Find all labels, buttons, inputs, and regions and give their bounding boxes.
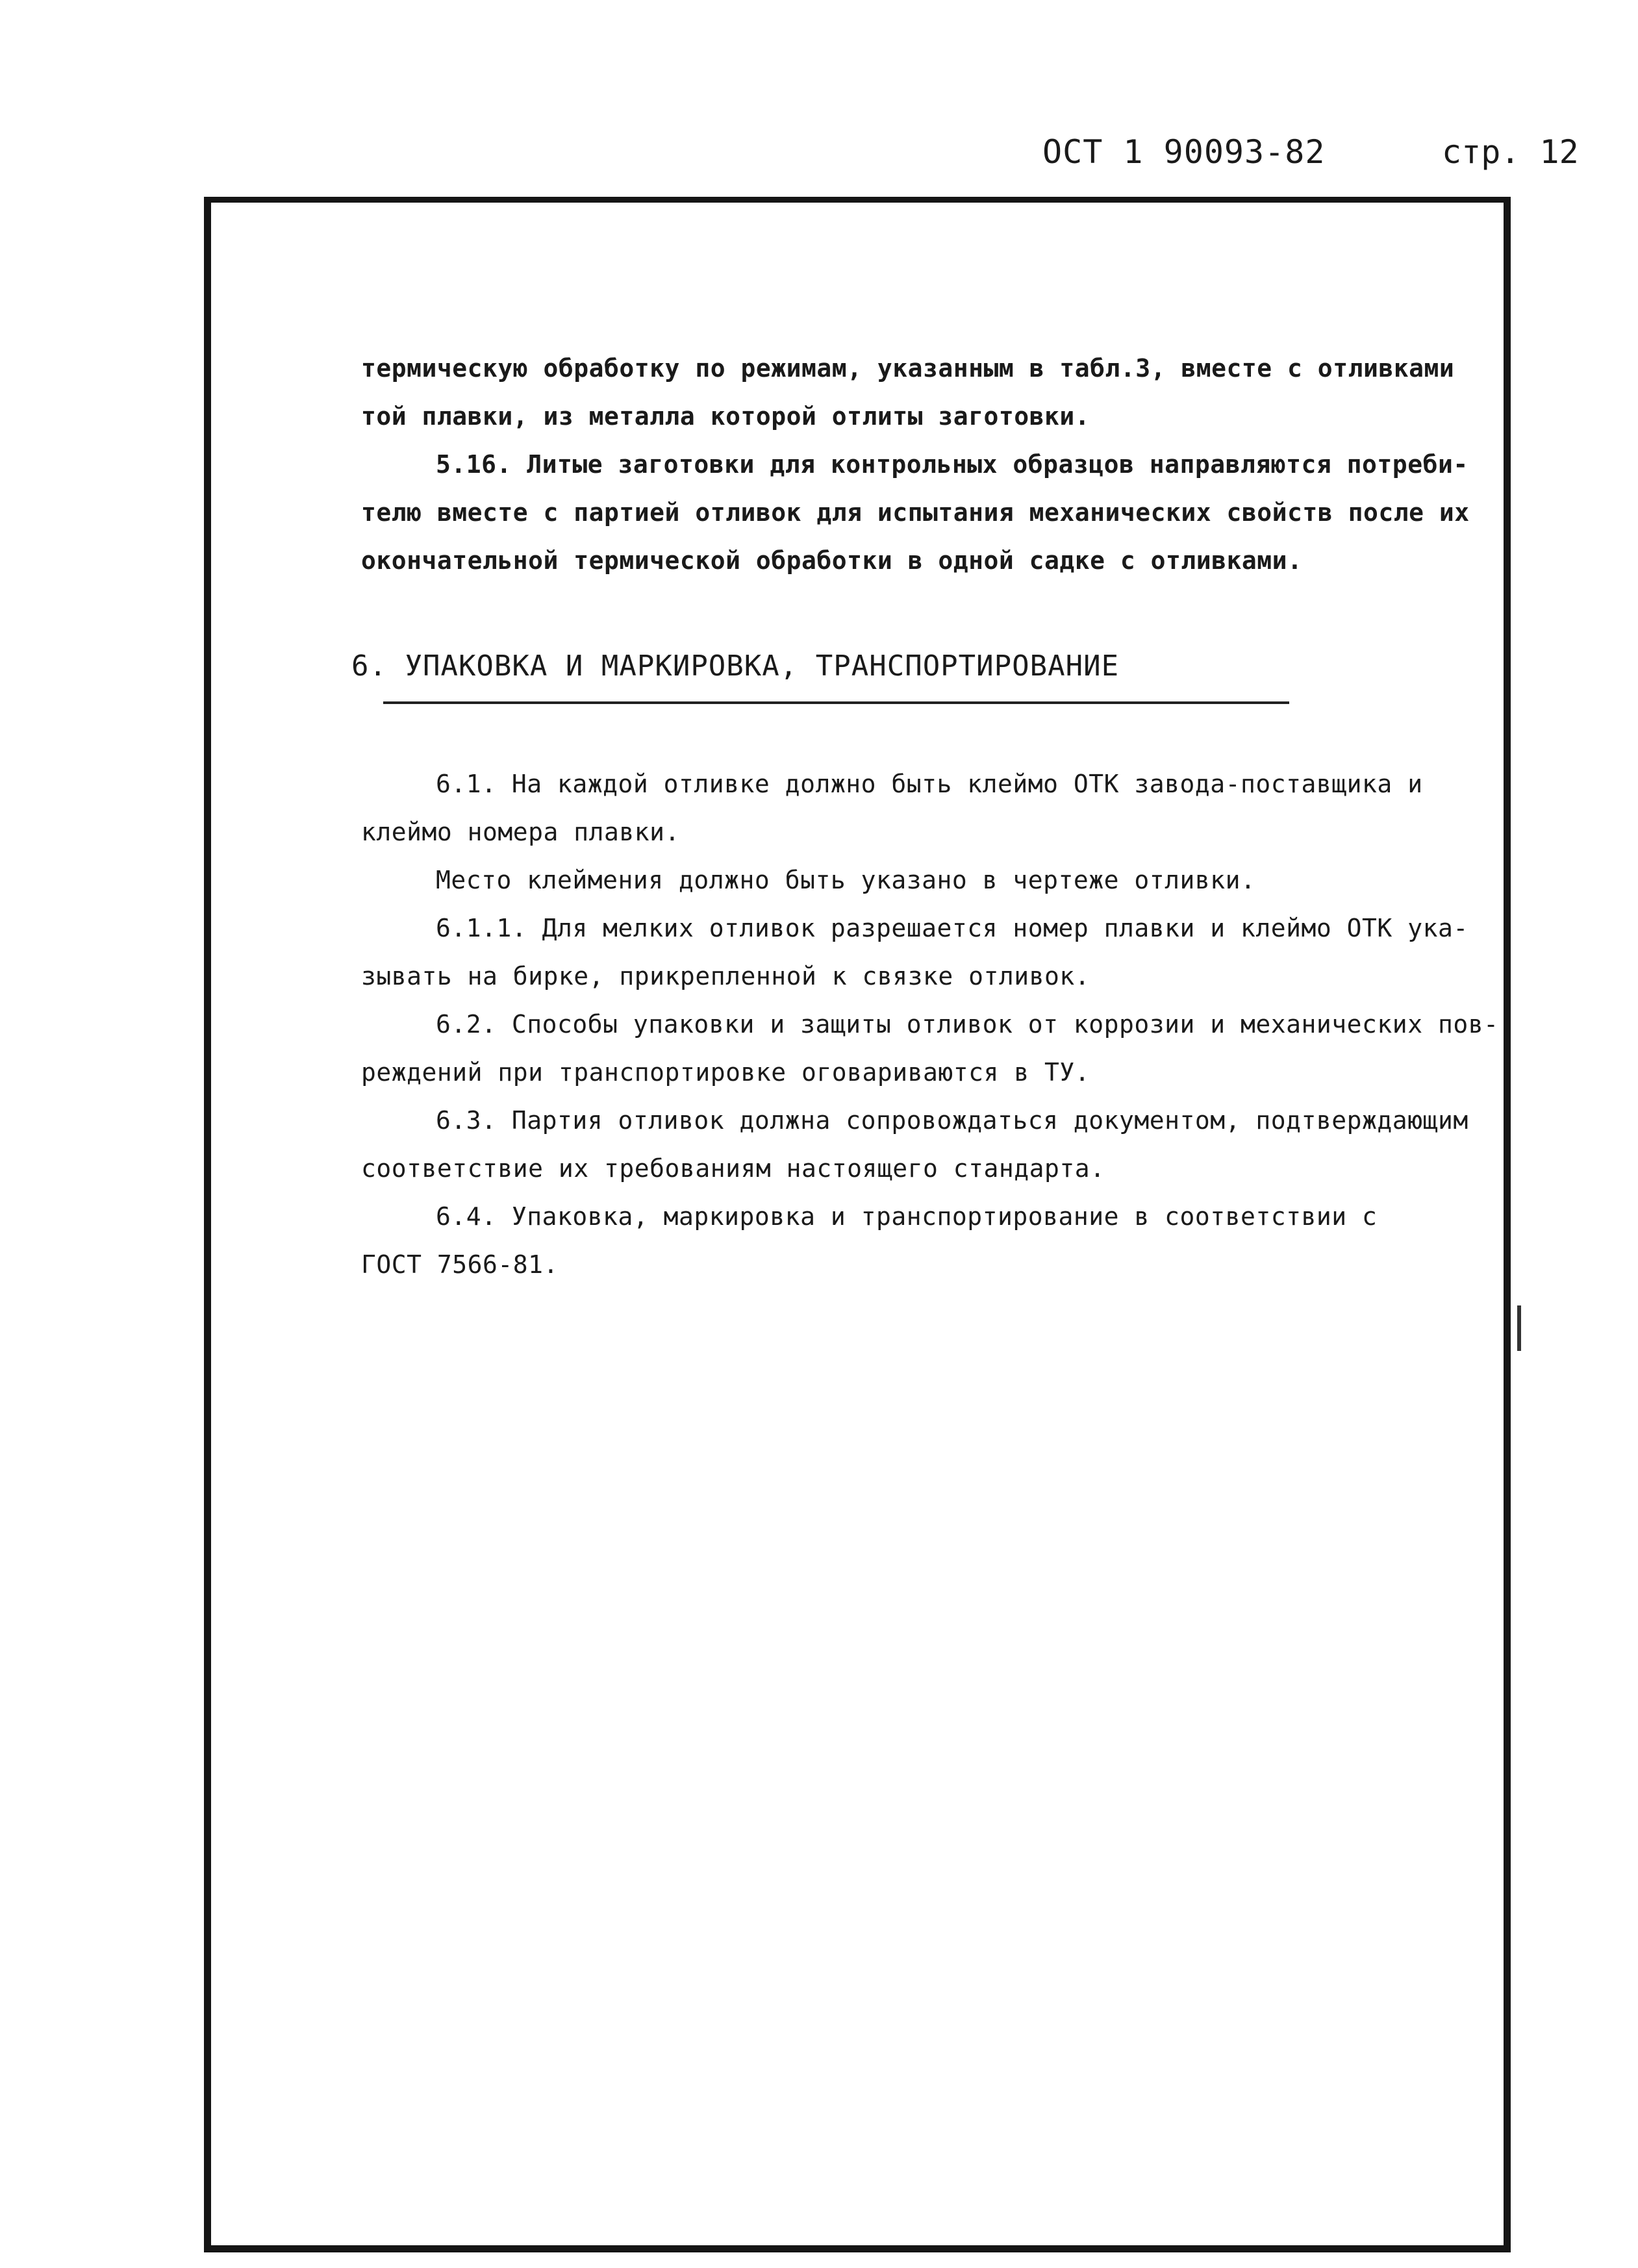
page-number: стр. 12 [1442, 133, 1579, 171]
text-line: телю вместе с партией отливок для испытания механических свойств после их [361, 498, 1470, 527]
continuation-text [361, 344, 1472, 585]
paragraph-5-16: 5.16. Литые заготовки для контрольных образцов направляются потреби- [436, 450, 1468, 479]
text-line: соответствие их требованиям настоящего стандарта. [361, 1154, 1105, 1183]
paragraph-6-4: 6.4. Упаковка, маркировка и транспортирование в соответствии с [436, 1202, 1378, 1231]
paragraph-6-1: 6.1. На каждой отливке должно быть клеймо ОТК завода-поставщика и [436, 770, 1423, 798]
text-line: реждений при транспортировке оговариваются в ТУ. [361, 1058, 1090, 1087]
paragraph-6-2: 6.2. Способы упаковки и защиты отливок от коррозии и механических пов- [436, 1010, 1499, 1039]
section-heading: 6. УПАКОВКА И МАРКИРОВКА, ТРАНСПОРТИРОВАНИЕ [351, 649, 1120, 683]
paragraph-6-1-1: 6.1.1. Для мелких отливок разрешается номер плавки и клеймо ОТК ука- [436, 914, 1468, 942]
text-line: зывать на бирке, прикрепленной к связке отливок. [361, 962, 1090, 990]
page-header [0, 123, 1638, 175]
document-code: ОСТ 1 90093-82 [1042, 133, 1326, 171]
text-line: ГОСТ 7566-81. [361, 1250, 559, 1279]
text-line: термическую обработку по режимам, указанным в табл.3, вместе с отливками [361, 354, 1455, 383]
text-line: Место клеймения должно быть указано в чертеже отливки. [436, 866, 1256, 894]
section-6-text [361, 760, 1499, 1289]
text-line: окончательной термической обработки в одной садке с отливками. [361, 546, 1303, 575]
text-line: той плавки, из металла которой отлиты заготовки. [361, 402, 1090, 431]
section-underline [383, 701, 1289, 704]
scan-artifact [1517, 1305, 1521, 1351]
paragraph-6-3: 6.3. Партия отливок должна сопровождаться документом, подтверждающим [436, 1106, 1468, 1135]
text-line: клеймо номера плавки. [361, 818, 680, 846]
